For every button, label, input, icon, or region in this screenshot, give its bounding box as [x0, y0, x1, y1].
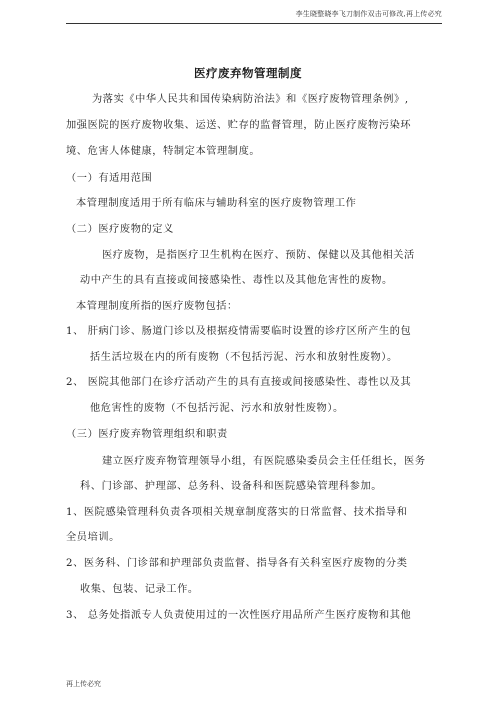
list-item-continuation: 全员培训。 [66, 532, 120, 543]
paragraph-line: 境、危害人体健康，特制定本管理制度。 [66, 146, 261, 157]
page-footer: 再上传必究 [66, 680, 101, 688]
list-item: 1、医院感染管理科负责各项相关规章制度落实的日常监督、技术指导和 [66, 507, 408, 518]
list-item-continuation: 他危害性的废物（不包括污泥、污水和放射性废物）。 [90, 403, 344, 414]
paragraph-line: 医疗废物，是指医疗卫生机构在医疗、预防、保健以及其他相关活 [102, 250, 415, 261]
list-item: 3、 总务处指派专人负责使用过的一次性医疗用品所产生医疗废物和其他 [66, 610, 412, 621]
page-header: 李生晓整晓李飞刀制作双击可修改,再上传必究 [295, 10, 442, 18]
section-heading: （二）医疗废物的定义 [66, 224, 174, 235]
paragraph-line: 建立医疗废弃物管理领导小组，有医院感染委员会主任任组长，医务 [102, 456, 426, 467]
paragraph-line: 加强医院的医疗废物收集、运送、贮存的监督管理，防止医疗废物污染环 [66, 120, 412, 131]
paragraph-line: 为落实《中华人民共和国传染病防治法》和《医疗废物管理条例》, [92, 94, 409, 105]
section-heading: （一）有适用范围 [66, 173, 153, 184]
header-divider [66, 23, 442, 24]
list-item: 1、 肝病门诊、肠道门诊以及根据疫情需要临时设置的诊疗区所产生的包 [66, 326, 412, 337]
paragraph-line: 本管理制度适用于所有临床与辅助科室的医疗废物管理工作 [76, 198, 357, 209]
paragraph-line: 本管理制度所指的医疗废物包括： [76, 301, 238, 312]
document-title: 医疗废弃物管理制度 [194, 66, 302, 80]
paragraph-line: 科、门诊部、护理部、总务科、设备科和医院感染管理科参加。 [80, 481, 383, 492]
paragraph-line: 动中产生的具有直接或间接感染性、毒性以及其他危害性的废物。 [80, 275, 393, 286]
section-heading: （三）医疗废弃物管理组织和职责 [66, 429, 228, 440]
list-item-continuation: 括生活垃圾在内的所有废物（不包括污泥、污水和放射性废物）。 [90, 352, 398, 363]
list-item: 2、医务科、门诊部和护理部负责监督、指导各有关科室医疗废物的分类 [66, 558, 408, 569]
list-item-continuation: 收集、包装、记录工作。 [80, 584, 199, 595]
list-item: 2、 医院其他部门在诊疗活动产生的具有直接或间接感染性、毒性以及其 [66, 377, 412, 388]
